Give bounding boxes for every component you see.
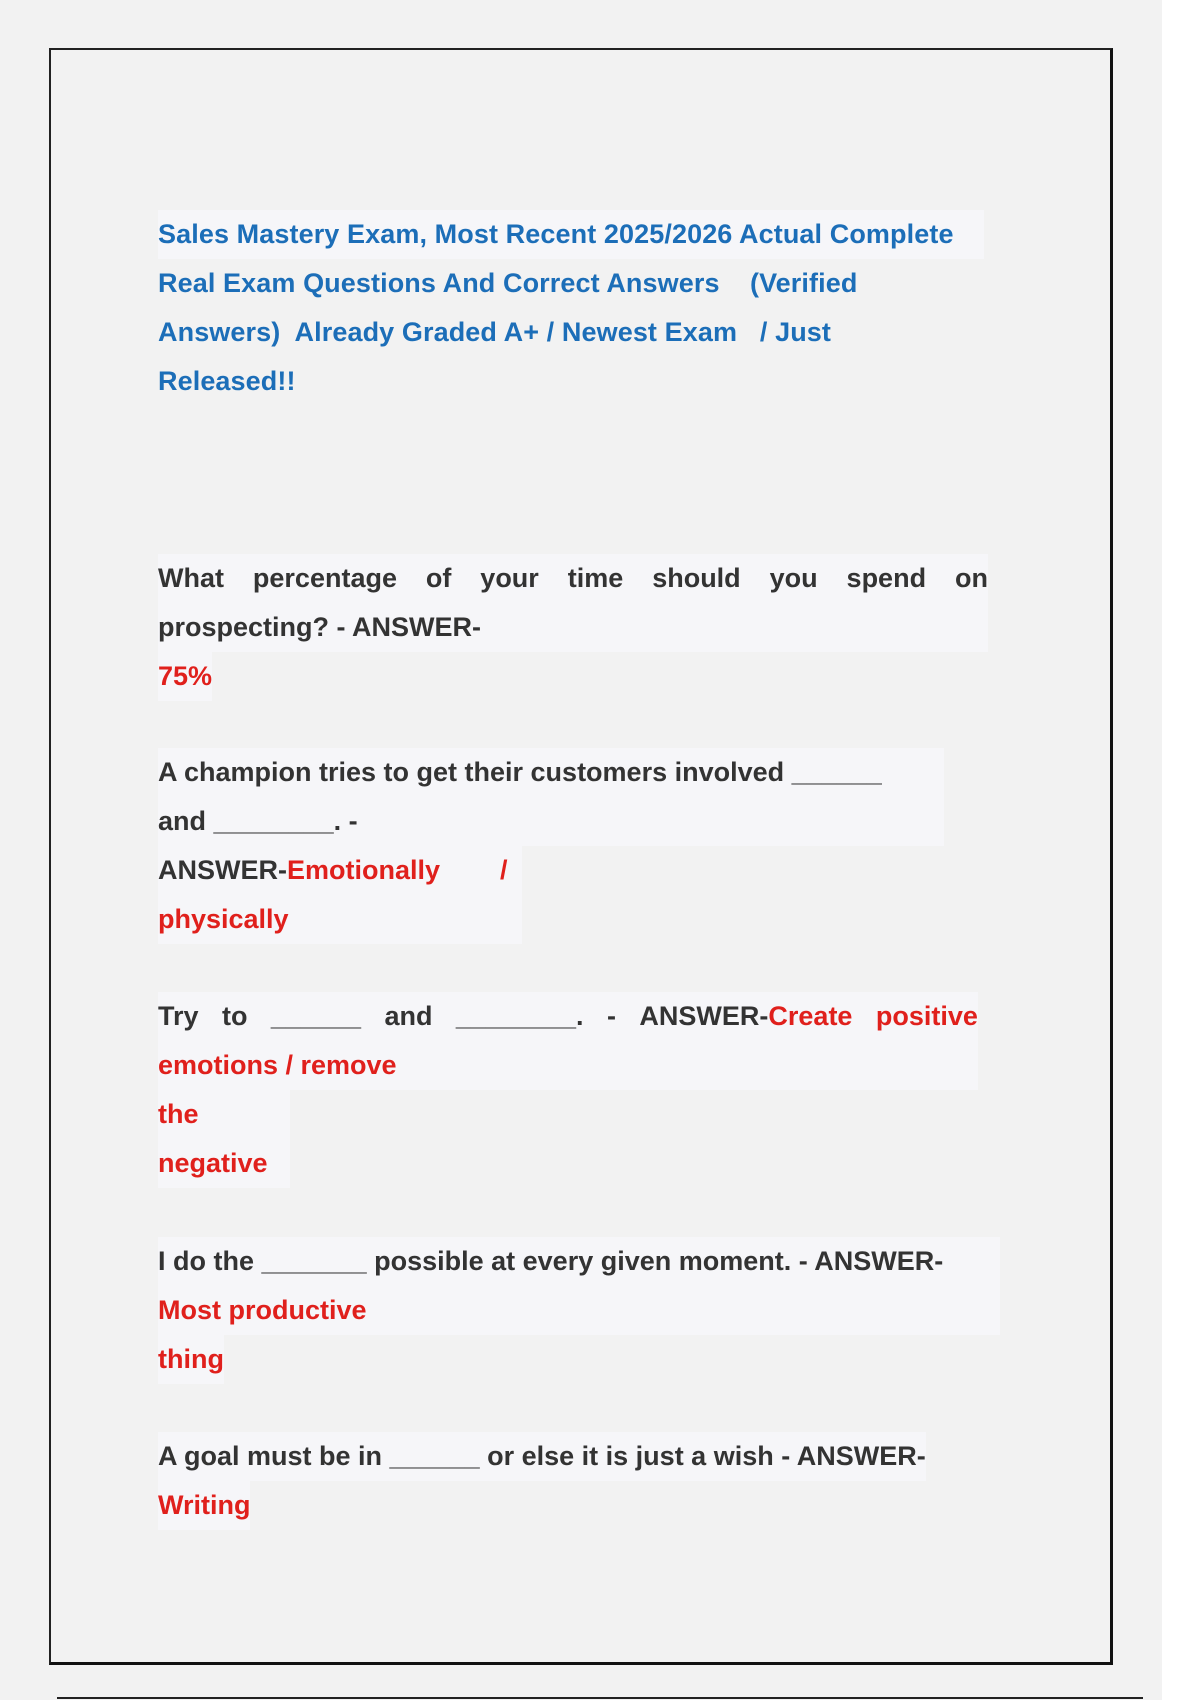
title-line-4: Released!! bbox=[158, 366, 296, 396]
q3-word: - bbox=[606, 1001, 616, 1031]
question-5 bbox=[158, 1432, 926, 1530]
q3-answer-start bbox=[639, 992, 852, 1041]
answer-4-line-1: Most productive bbox=[158, 1295, 367, 1325]
q1-word: What bbox=[158, 563, 224, 593]
q1-word: percentage bbox=[252, 563, 397, 593]
answer-4-line-2: thing bbox=[158, 1335, 224, 1384]
q3-word: ________. bbox=[455, 1001, 584, 1031]
answer-label: ANSWER- bbox=[158, 855, 287, 885]
question-4 bbox=[158, 1237, 1000, 1384]
right-gutter bbox=[1162, 0, 1200, 1700]
question-2-line-2: and ________. - bbox=[158, 806, 358, 836]
answer-2-part-a: Emotionally bbox=[287, 855, 441, 885]
q3-word: ______ bbox=[270, 1001, 361, 1031]
answer-3-line-4: negative bbox=[158, 1148, 268, 1178]
answer-2-separator: / bbox=[500, 855, 508, 885]
q3-word: and bbox=[384, 1001, 433, 1031]
q1-word: you bbox=[769, 563, 818, 593]
question-5-line-1: A goal must be in ______ or else it is just a wish - ANSWER- bbox=[158, 1441, 926, 1471]
question-4-line-1: I do the _______ possible at every given moment. - ANSWER- bbox=[158, 1246, 944, 1276]
document-title bbox=[158, 210, 998, 406]
answer-3-line-3: the bbox=[158, 1099, 199, 1129]
question-1 bbox=[158, 554, 988, 701]
question-2-line-1: A champion tries to get their customers involved ______ bbox=[158, 757, 882, 787]
title-line-3: Answers) Already Graded A+ / Newest Exam / Just bbox=[158, 317, 831, 347]
answer-2-line-1 bbox=[158, 846, 522, 895]
answer-1: 75% bbox=[158, 652, 212, 701]
answer-3-line-2: emotions / remove bbox=[158, 1050, 397, 1080]
q1-word: should bbox=[652, 563, 741, 593]
answer-3-word: positive bbox=[875, 1001, 978, 1031]
answer-3-word: Create bbox=[768, 1001, 853, 1031]
question-1-line-1 bbox=[158, 554, 988, 603]
title-line-2: Real Exam Questions And Correct Answers (Verified bbox=[158, 268, 858, 298]
q1-word: your bbox=[480, 563, 539, 593]
q1-word: time bbox=[567, 563, 624, 593]
question-3-line-1 bbox=[158, 992, 978, 1041]
q1-word: of bbox=[425, 563, 452, 593]
question-2 bbox=[158, 748, 944, 944]
answer-label: ANSWER- bbox=[639, 1001, 769, 1031]
answer-5: Writing bbox=[158, 1481, 250, 1530]
question-3 bbox=[158, 992, 978, 1188]
q1-word: spend bbox=[846, 563, 927, 593]
bottom-divider bbox=[57, 1697, 1143, 1699]
q3-word: to bbox=[221, 1001, 248, 1031]
answer-2-line-2: physically bbox=[158, 904, 289, 934]
q3-word: Try bbox=[158, 1001, 199, 1031]
q1-word: on bbox=[954, 563, 988, 593]
question-1-line-2: prospecting? - ANSWER- bbox=[158, 612, 481, 642]
title-line-1: Sales Mastery Exam, Most Recent 2025/2026 Actual Complete bbox=[158, 210, 984, 259]
